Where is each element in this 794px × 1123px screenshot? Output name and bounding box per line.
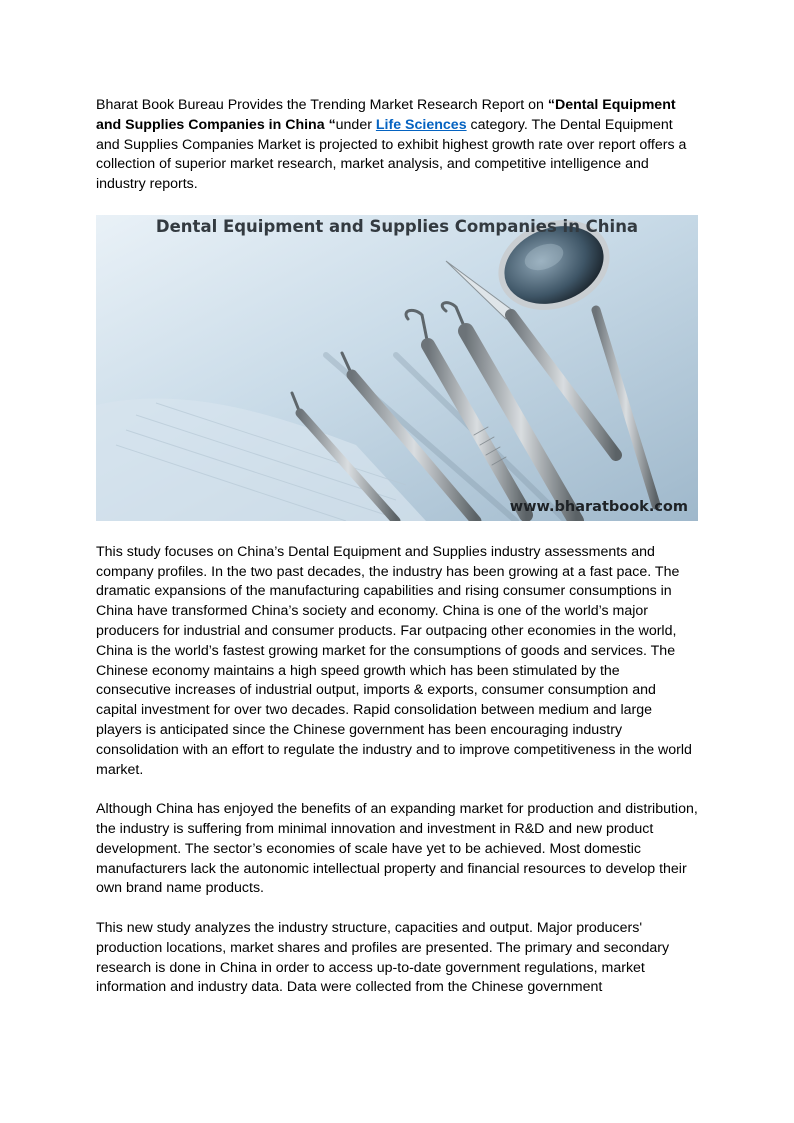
intro-paragraph: [96, 96, 698, 195]
figure-watermark: www.bharatbook.com: [509, 498, 688, 515]
intro-report-title: Dental Equipment and Supplies Companies in China: [96, 97, 676, 133]
body-paragraph-2: Although China has enjoyed the benefits of an expanding market for production and distribution, the industry is suffering from minimal innovation and investment in R&D and new product development. The sector’s economies of scale have yet to be achieved. Most domestic manufacturers lack the autonomic intellectual property and financial resources to develop their own brand name products.: [96, 801, 698, 897]
intro-suffix: category. The Dental Equipment and Supplies Companies Market is projected to exhibit highest growth rate over report offers a collection of superior market research, market analysis, and competitive intelligence and industry reports.: [96, 116, 687, 193]
body-paragraph-1: This study focuses on China’s Dental Equipment and Supplies industry assessments and company profiles. In the two past decades, the industry has been growing at a fast pace. The dramatic expansions of the manufacturing capabilities and rising consumer consumptions in China have transformed China’s society and economy. China is one of the world’s major producers for industrial and consumer products. Far outpacing other economies in the world, China is the world’s fastest growing market for the consumptions of goods and services. The Chinese economy maintains a high speed growth which has been stimulated by the consecutive increases of industrial output, imports & exports, consumer consumption and capital investment for over two decades. Rapid consolidation between medium and large players is anticipated since the Chinese government has been encouraging industry consolidation with an effort to regulate the industry and to improve competitiveness in the world market.: [96, 543, 692, 778]
life-sciences-link[interactable]: Life Sciences: [375, 116, 467, 133]
figure-title: Dental Equipment and Supplies Companies in China: [155, 216, 639, 236]
intro-close-quote: “: [328, 116, 336, 133]
intro-open-quote: “: [547, 97, 555, 113]
dental-instruments-illustration: [96, 215, 698, 521]
intro-prefix: Bharat Book Bureau Provides the Trending Market Research Report on: [96, 97, 548, 113]
dental-tools-banner-image: [96, 215, 698, 521]
document-page: [96, 96, 698, 1018]
body-paragraph-3: This new study analyzes the industry structure, capacities and output. Major producers' production locations, market shares and profiles are presented. The primary and secondary research is done in China in order to access up-to-date government regulations, market information and industry data. Data were collected from the Chinese government: [96, 919, 670, 996]
intro-under: under: [335, 116, 376, 133]
